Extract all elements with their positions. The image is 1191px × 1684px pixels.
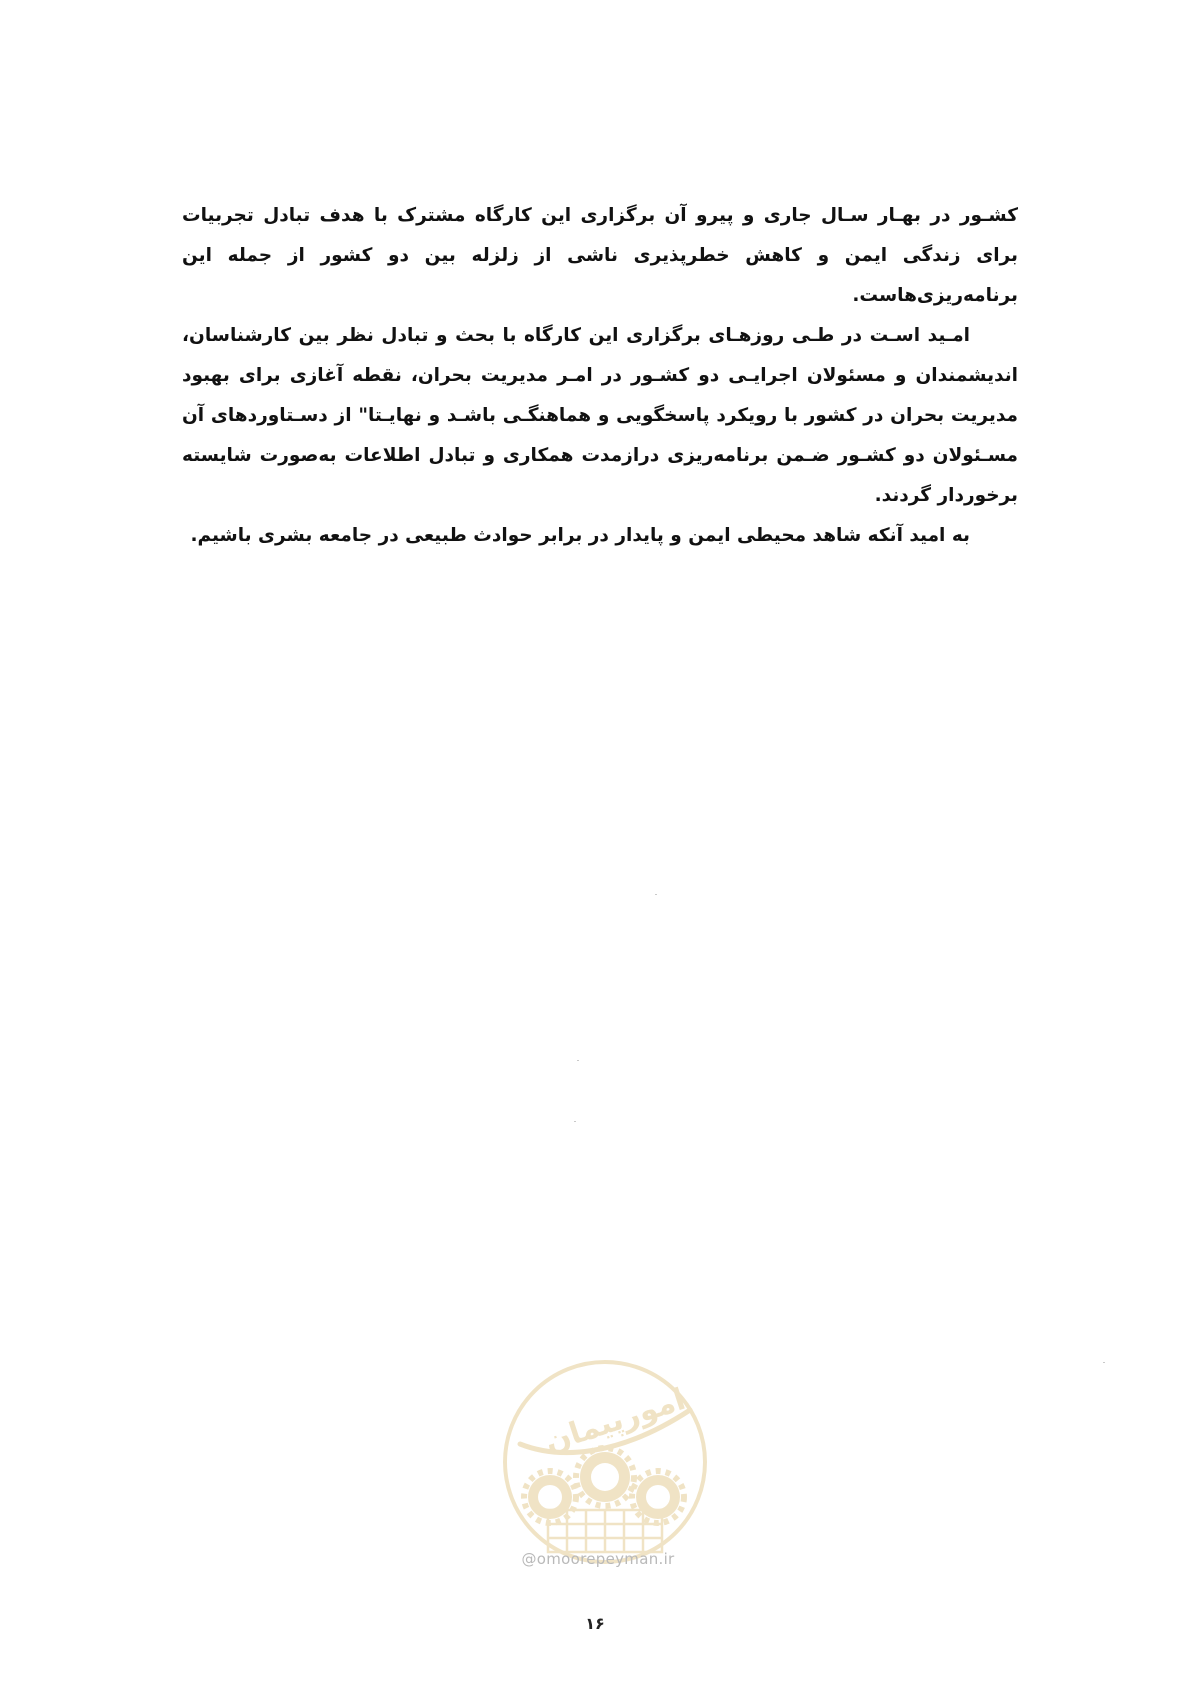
scan-speck: [655, 894, 657, 895]
scan-speck: [577, 1060, 579, 1061]
paragraph: به امید آنکه شاهد محیطی ایمن و پایدار در برابر حوادث طبیعی در جامعه بشری باشیم.: [190, 525, 970, 546]
body-text: [182, 196, 1018, 556]
watermark-logo: [490, 1352, 720, 1567]
scan-speck: [1103, 1362, 1105, 1363]
page-number: ۱۶: [585, 1614, 605, 1633]
watermark-caption: @omoorepeyman.ir: [521, 1550, 675, 1568]
paragraph-continuation: کشـور در بهـار سـال جاری و پیرو آن برگزاری این کارگاه مشترک با هدف تبادل تجربیات برای زندگی ایمن و کاهش خطرپذیری ناشی از زلزله بین دو کشور از جمله این برنامه‌ریزی‌هاست.: [182, 205, 1018, 306]
paragraph: امـید اسـت در طـی روزهـای برگزاری این کارگاه با بحث و تبادل نظر بین کارشناسان، اندیشمندان و مسئولان اجرایـی دو کشـور در امـر مدیریت بحران، نقطه آغازی برای بهبود مدیریت بحران در کشور با رویکرد پاسخگویی و هماهنگـی باشـد و نهایـتا" از دسـتاوردهای آن مسـئولان دو کشـور ضـمن برنامه‌ریزی درازمدت همکاری و تبادل اطلاعات به‌صورت شایسته برخوردار گردند.: [182, 325, 1018, 506]
logo-lettering: امورپیمان: [540, 1381, 690, 1461]
scan-speck: [574, 1121, 576, 1122]
